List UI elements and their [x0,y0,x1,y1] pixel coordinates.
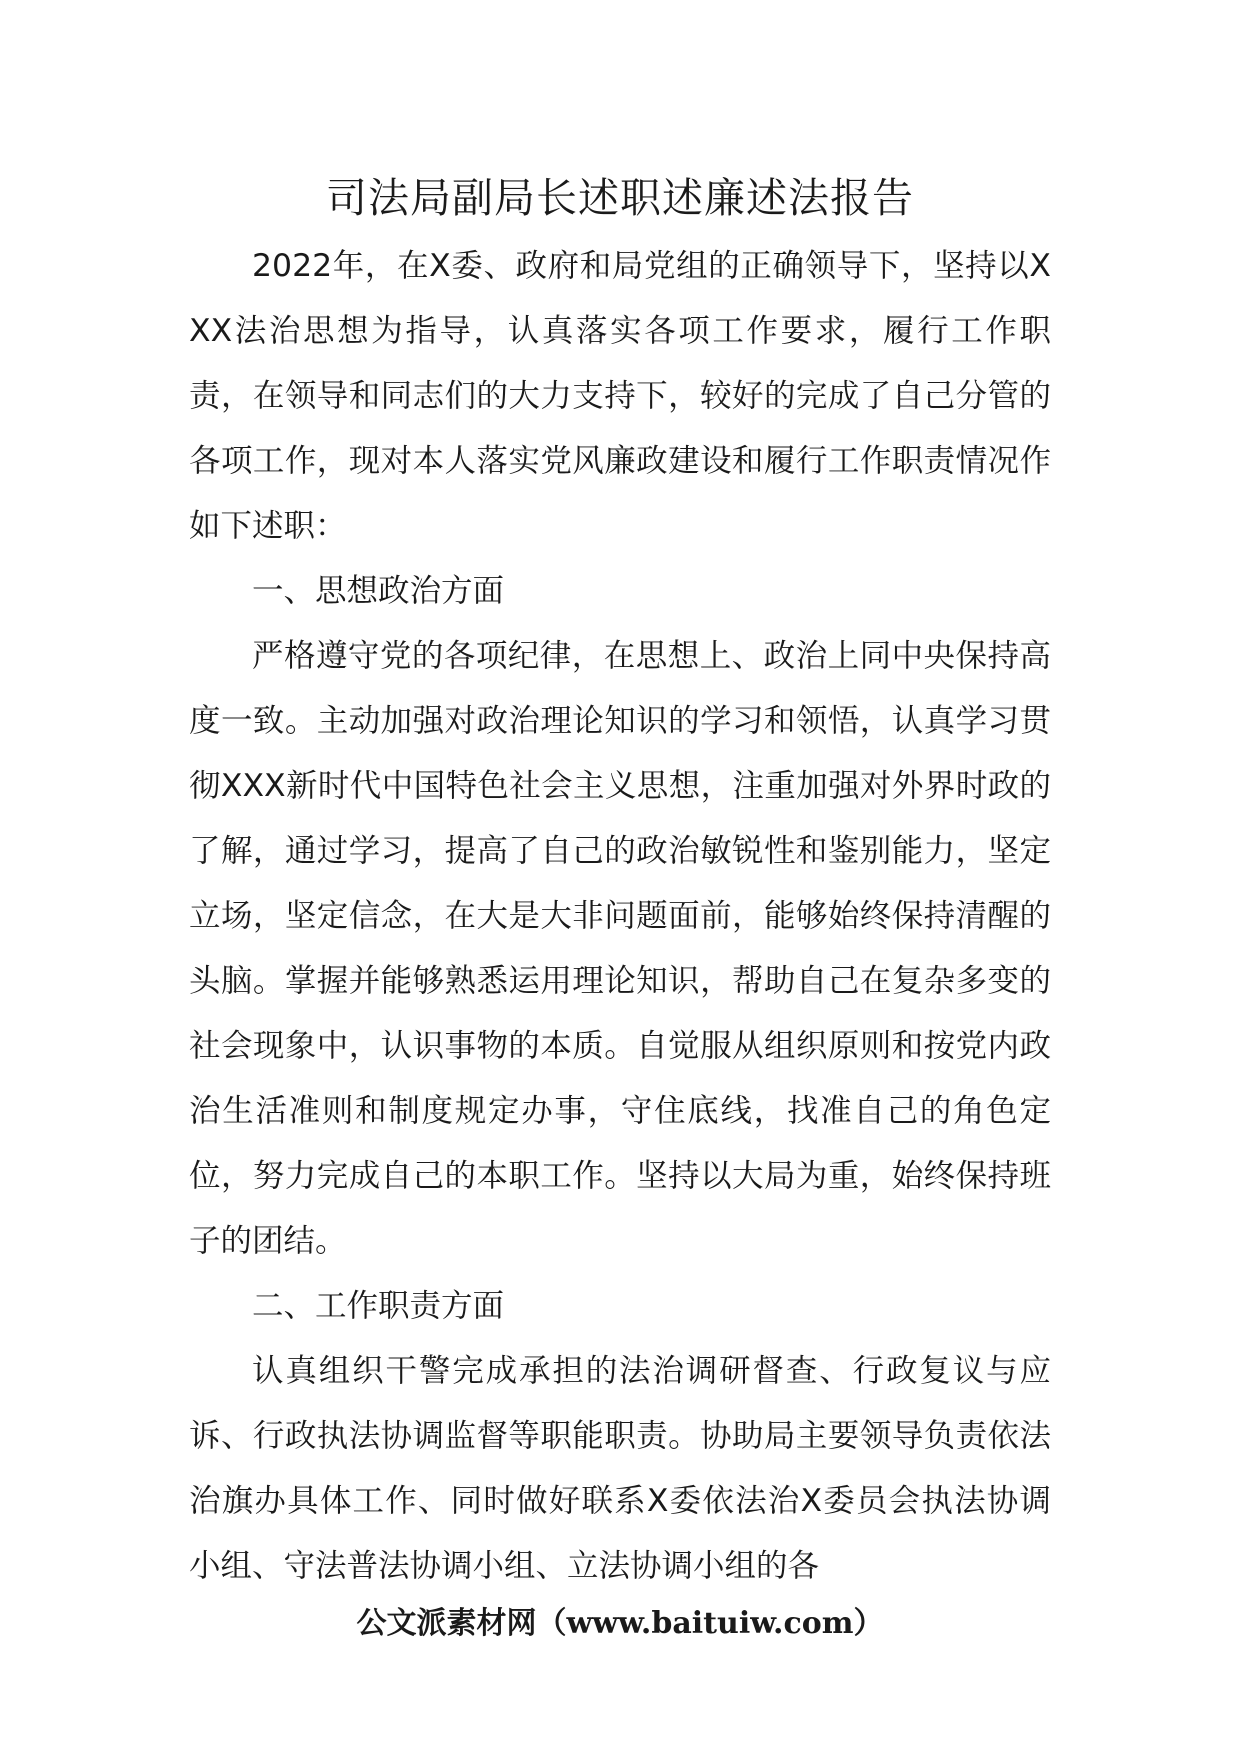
section-heading-politics: 一、思想政治方面 [252,573,505,609]
footer-watermark: 公文派素材网（www.baituiw.com） [356,1606,884,1641]
document-body [189,234,1051,1599]
section-paragraph-duties: 认真组织干警完成承担的法治调研督查、行政复议与应诉、行政执法协调监督等职能职责。协助局主要领导负责依法治旗办具体工作、同时做好联系X委依法治X委员会执法协调小组、守法普法协调小组、立法协调小组的各 [189,1353,1051,1584]
section-heading-duties: 二、工作职责方面 [252,1288,505,1324]
section-paragraph-politics: 严格遵守党的各项纪律，在思想上、政治上同中央保持高度一致。主动加强对政治理论知识的学习和领悟，认真学习贯彻XXX新时代中国特色社会主义思想，注重加强对外界时政的了解，通过学习，提高了自己的政治敏锐性和鉴别能力，坚定立场，坚定信念，在大是大非问题面前，能够始终保持清醒的头脑。掌握并能够熟悉运用理论知识，帮助自己在复杂多变的社会现象中，认识事物的本质。自觉服从组织原则和按党内政治生活准则和制度规定办事，守住底线，找准自己的角色定位，努力完成自己的本职工作。坚持以大局为重，始终保持班子的团结。 [189,638,1051,1259]
document-title: 司法局副局长述职述廉述法报告 [326,174,914,222]
intro-paragraph: 2022年，在X委、政府和局党组的正确领导下，坚持以XXX法治思想为指导，认真落实各项工作要求，履行工作职责，在领导和同志们的大力支持下，较好的完成了自己分管的各项工作，现对本人落实党风廉政建设和履行工作职责情况作如下述职： [189,248,1051,544]
